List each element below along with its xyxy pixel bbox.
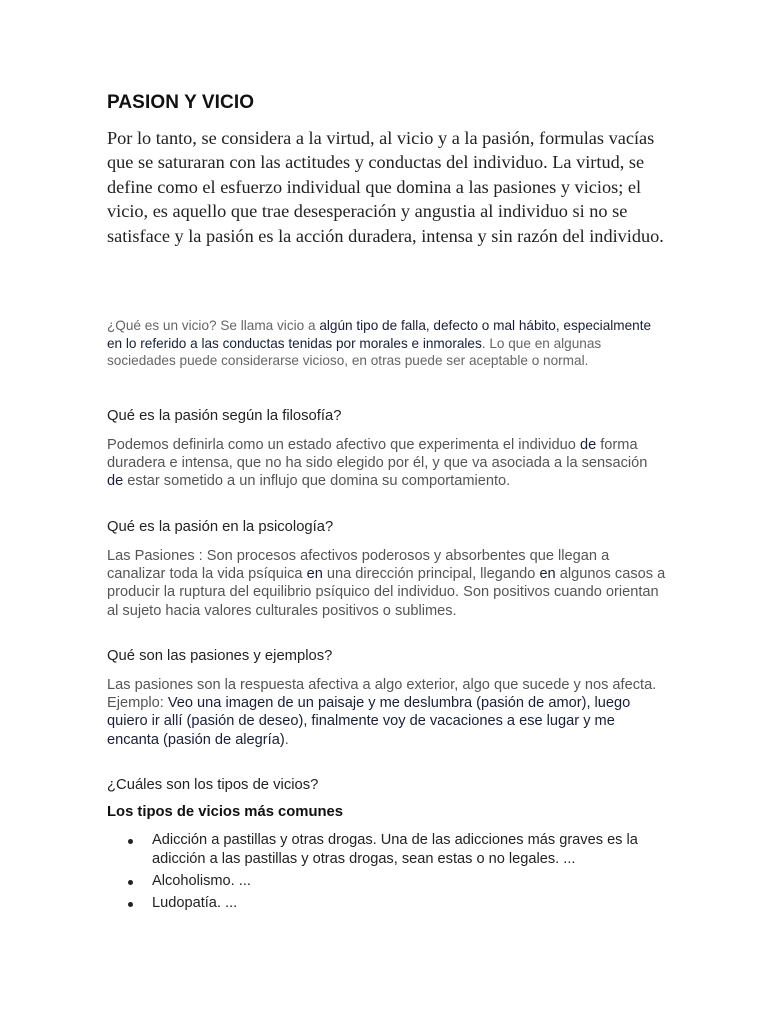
bullet-icon [128, 880, 133, 885]
filosofia-text-2: de [579, 437, 597, 453]
vicio-rest-text: . Lo que en algunas sociedades puede considerarse vicioso, en otras puede ser aceptable o normal. [107, 335, 602, 369]
psicologia-paragraph [107, 547, 667, 620]
bullet-icon [128, 902, 133, 907]
list-item-text: Alcoholismo. ... [152, 873, 251, 889]
list-item [107, 894, 667, 913]
vicio-definition-paragraph [107, 317, 667, 370]
intro-paragraph: Por lo tanto, se considera a la virtud, al vicio y a la pasión, formulas vacías que se saturaran con las actitudes y conductas del individuo. La virtud, se define como el esfuerzo individual que domina a las pasiones y vicios; el vicio, es aquello que trae desesperación y angustia al individuo si no se satisface y la pasión es la acción duradera, intensa y sin razón del individuo. [107, 128, 664, 246]
document-title: PASION Y VICIO [107, 92, 255, 113]
psicologia-text-2: en [306, 566, 323, 583]
filosofia-text-5: estar sometido a un influjo que domina su comportamiento. [123, 473, 511, 490]
filosofia-text-3: forma duradera e intensa, que no ha sido elegido por él, y que va asociada a la sensación [107, 437, 648, 472]
filosofia-question: Qué es la pasión según la filosofía? [107, 408, 342, 424]
ejemplos-question: Qué son las pasiones y ejemplos? [107, 648, 333, 664]
list-item [107, 872, 667, 891]
psicologia-text-1: Las Pasiones : Son procesos afectivos poderosos y absorbentes que llegan a canalizar toda la vida psíquica [107, 548, 610, 583]
ejemplos-text-3: . [284, 731, 289, 748]
psicologia-question: Qué es la pasión en la psicología? [107, 519, 334, 535]
psicologia-text-5: algunos casos a producir la ruptura del equilibrio psíquico del individuo. Son positivos cuando orientan al sujeto hacia valores culturales positivos o sublimes. [107, 566, 666, 619]
filosofia-paragraph [107, 436, 667, 491]
vicio-question-text: ¿Qué es un vicio? Se llama vicio a [107, 318, 320, 333]
tipos-question: ¿Cuáles son los tipos de vicios? [107, 777, 319, 793]
psicologia-text-3: una dirección principal, llegando [322, 566, 540, 583]
ejemplos-highlight-text: Veo una imagen de un paisaje y me deslumbra (pasión de amor), luego quiero ir allí (pasión de deseo), finalmente voy de vacaciones a ese lugar y me encanta (pasión de alegría) [107, 695, 631, 748]
vicio-highlight-text: algún tipo de falla, defecto o mal hábito, especialmente en lo referido a las conductas tenidas por morales e inmorales [107, 318, 652, 351]
list-item [107, 831, 667, 869]
filosofia-text-1: Podemos definirla como un estado afectivo que experimenta el individuo [107, 437, 580, 453]
tipos-list [107, 831, 667, 916]
list-item-text: Adicción a pastillas y otras drogas. Una de las adicciones más graves es la adicción a las pastillas y otras drogas, sean estas o no legales. ... [152, 832, 638, 867]
ejemplos-paragraph [107, 676, 667, 749]
filosofia-text-4: de [107, 473, 124, 490]
bullet-icon [128, 839, 133, 844]
tipos-heading: Los tipos de vicios más comunes [107, 804, 343, 820]
psicologia-text-4: en [539, 566, 556, 583]
list-item-text: Ludopatía. ... [152, 895, 238, 911]
ejemplos-text-1: Las pasiones son la respuesta afectiva a algo exterior, algo que sucede y nos afecta. Ejemplo: [107, 677, 657, 712]
